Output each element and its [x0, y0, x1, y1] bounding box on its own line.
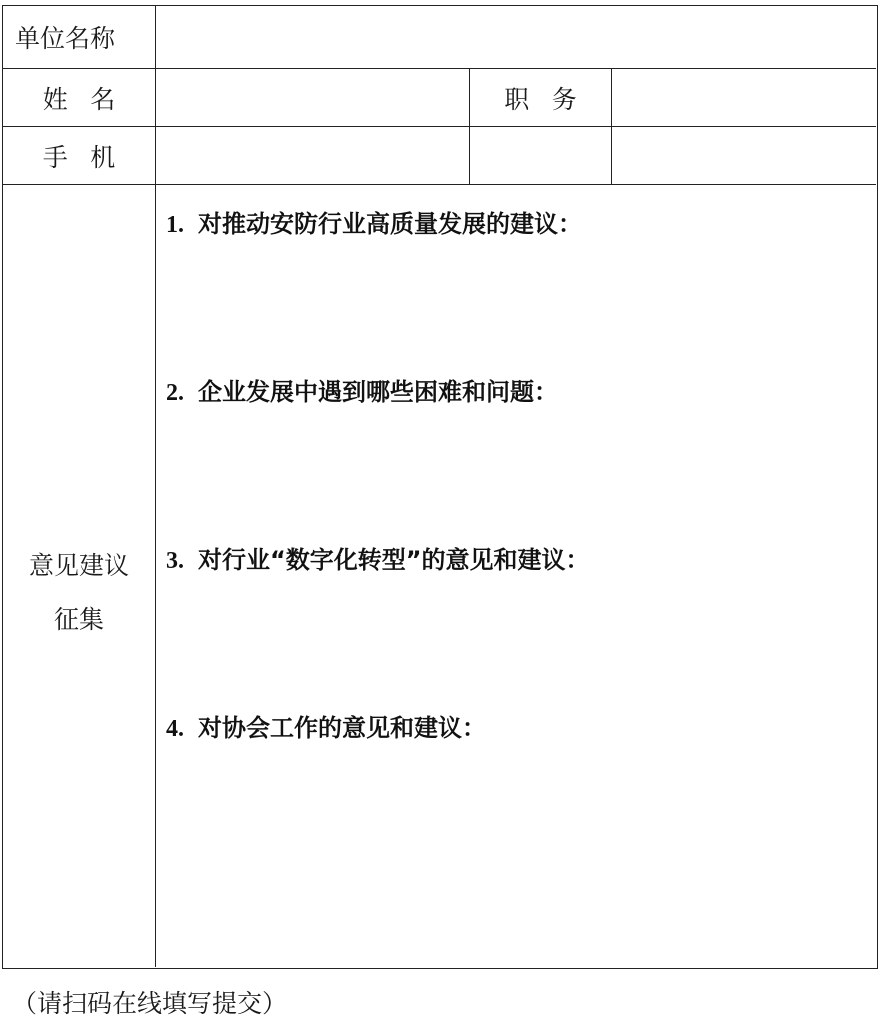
- question-2-number: 2.: [166, 380, 184, 406]
- question-4-number: 4.: [166, 716, 184, 742]
- question-2: [166, 372, 558, 407]
- mobile-extra-cell-2[interactable]: [613, 127, 876, 184]
- feedback-label-line2: 征集: [53, 605, 104, 634]
- mobile-field[interactable]: [157, 127, 468, 184]
- feedback-answer-area[interactable]: [157, 185, 876, 967]
- unit-name-field[interactable]: [157, 6, 876, 68]
- question-4-text: 对协会工作的意见和建议：: [198, 714, 486, 742]
- unit-name-label-text: 单位名称: [15, 24, 116, 53]
- position-label-text: 职务: [504, 84, 600, 114]
- name-field[interactable]: [157, 69, 468, 126]
- unit-name-label: [3, 6, 155, 68]
- mobile-label-text: 手机: [42, 142, 138, 172]
- question-3: [166, 540, 590, 575]
- mobile-extra-cell-1[interactable]: [470, 127, 611, 184]
- feedback-form-table: [2, 5, 878, 969]
- question-3-number: 3.: [166, 548, 184, 574]
- name-label: [3, 69, 155, 126]
- position-field[interactable]: [613, 69, 876, 126]
- question-1-text: 对推动安防行业高质量发展的建议：: [198, 210, 582, 238]
- question-3-text: 对行业“数字化转型”的意见和建议：: [198, 546, 590, 574]
- mobile-label: [3, 127, 155, 184]
- question-1-number: 1.: [166, 212, 184, 238]
- name-label-text: 姓名: [42, 84, 138, 114]
- feedback-label-line1: 意见建议: [28, 551, 129, 580]
- position-label: [470, 69, 611, 126]
- footer-note: （请扫码在线填写提交）: [12, 989, 288, 1018]
- column-divider: [155, 6, 156, 967]
- question-1: [166, 204, 582, 239]
- feedback-label: [3, 184, 155, 970]
- question-4: [166, 708, 486, 743]
- question-2-text: 企业发展中遇到哪些困难和问题：: [198, 378, 558, 406]
- column-divider: [611, 68, 612, 184]
